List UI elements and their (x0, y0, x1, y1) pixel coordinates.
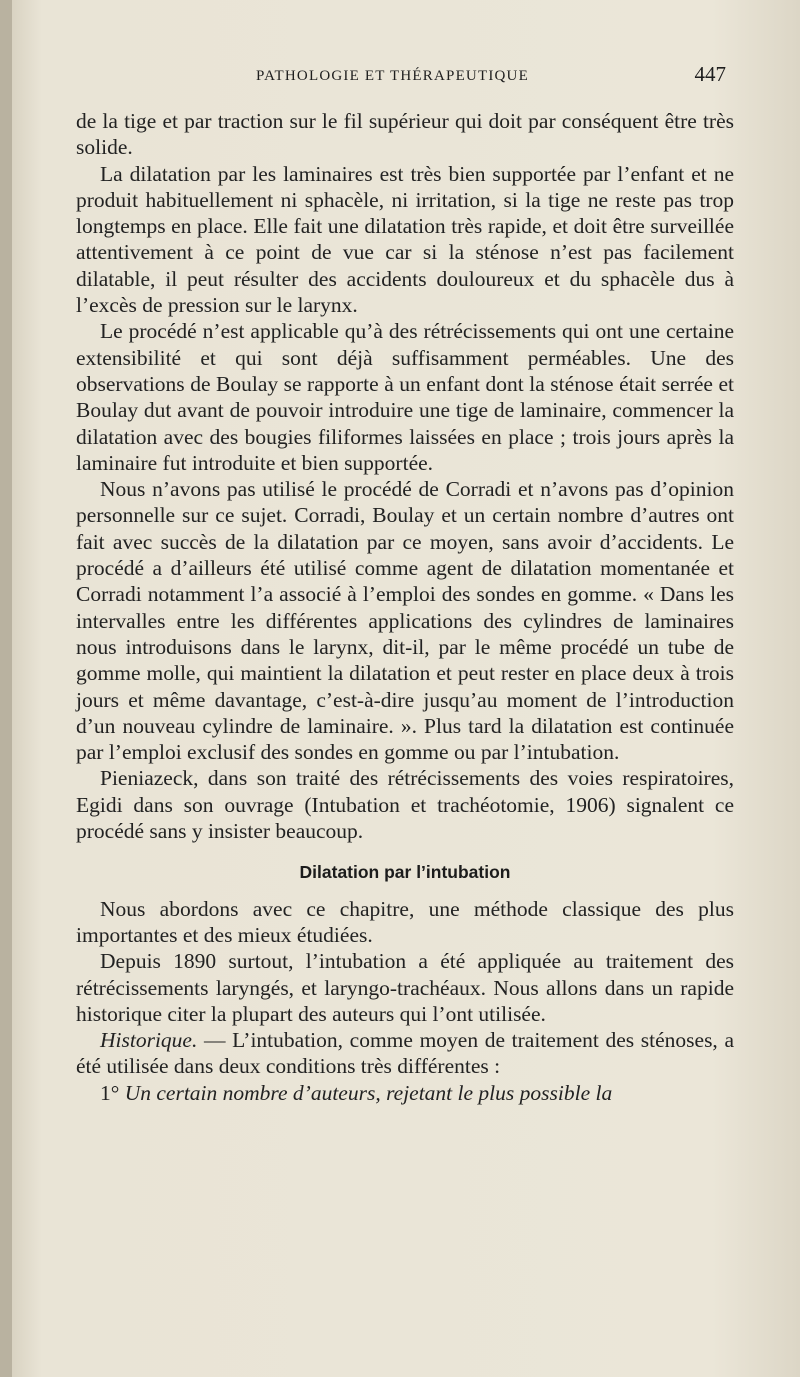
list-number: 1° (100, 1080, 120, 1105)
italic-text: Un certain nombre d’auteurs, rejetant le plus possible la (124, 1080, 613, 1105)
paragraph: La dilatation par les laminaires est très bien supportée par l’enfant et ne produit habituellement ni sphacèle, ni irritation, si la tige ne reste pas trop longtemps en place. Elle fait une dilatation très rapide, et doit être surveillée attentivement à ce point de vue car si la sténose n’est pas facilement dilatable, il peut résulter des accidents douloureux et du sphacèle dus à l’excès de pression sur le larynx. (76, 161, 734, 318)
paragraph: Pieniazeck, dans son traité des rétrécissements des voies respiratoires, Egidi dans son ouvrage (Intubation et trachéotomie, 1906) signalent ce procédé sans y insister beaucoup. (76, 766, 734, 844)
paragraph: Nous n’avons pas utilisé le procédé de Corradi et n’avons pas d’opinion personnelle sur ce sujet. Corradi, Boulay et un certain nombre d’autres ont fait avec succès de la dilatation par ce moyen, sans avoir d’accidents. Le procédé a d’ailleurs été utilisé comme agent de dilatation momentanée et Corradi notamment l’a associé à l’emploi des sondes en gomme. « Dans les intervalles entre les différentes applications des cylindres de laminaires nous introduisons dans le larynx, dit-il, par le même procédé un tube de gomme molle, qui maintient la dilatation et peut rester en place deux à trois jours et même davantage, c’est-à-dire jusqu’au moment de l’introduction d’un nouveau cylindre de laminaire. ». Plus tard la dilatation est continuée par l’emploi exclusif des sondes en gomme ou par l’intubation. (76, 477, 734, 765)
paragraph: Le procédé n’est applicable qu’à des rétrécissements qui ont une certaine extensibilité et qui sont déjà suffisamment perméables. Une des observations de Boulay se rapporte à un enfant dont la sténose était serrée et Boulay dut avant de pouvoir introduire une tige de laminaire, commencer la dilatation avec des bougies filiformes laissées en place ; trois jours après la laminaire fut introduite et bien supportée. (76, 319, 734, 475)
page-number: 447 (694, 62, 726, 86)
paragraph: Nous abordons avec ce chapitre, une méthode classique des plus importantes et des mieux étudiées. (76, 896, 734, 947)
body-text (76, 108, 734, 1106)
page-header (12, 62, 800, 92)
section-heading: Dilatation par l’intubation (299, 862, 511, 883)
paragraph-text: — L’intubation, comme moyen de traitement des sténoses, a été utilisée dans deux conditions très différentes : (76, 1028, 734, 1079)
running-title: PATHOLOGIE ET THÉRAPEUTIQUE (256, 68, 529, 84)
italic-term: Historique. (100, 1028, 198, 1053)
paragraph: de la tige et par traction sur le fil supérieur qui doit par conséquent être très solide. (76, 109, 734, 160)
paragraph (76, 1027, 734, 1080)
book-page (12, 0, 800, 1377)
paragraph (76, 1080, 734, 1106)
paragraph: Depuis 1890 surtout, l’intubation a été appliquée au traitement des rétrécissements laryngés, et laryngo-trachéaux. Nous allons dans un rapide historique citer la plupart des auteurs qui l’ont utilisée. (76, 949, 734, 1026)
